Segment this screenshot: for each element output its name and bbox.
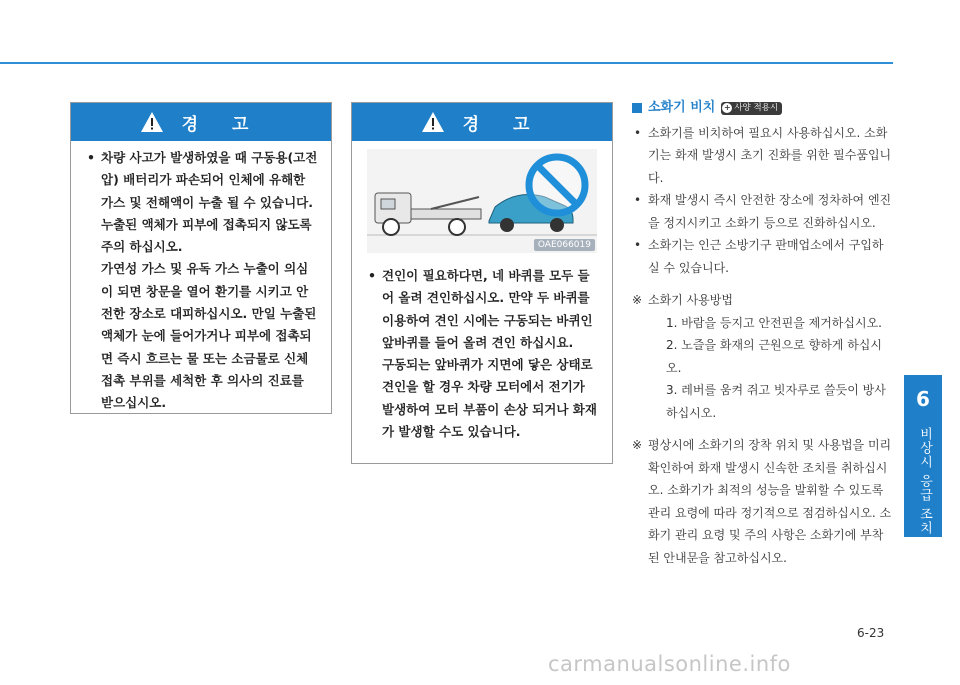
warning-title: 경 고 bbox=[462, 114, 544, 135]
warning-title: 경 고 bbox=[181, 114, 263, 135]
maintenance-note bbox=[632, 434, 894, 569]
warning-triangle-icon bbox=[421, 111, 445, 133]
warning-paragraph: 구동되는 앞바퀴가 지면에 닿은 상태로 견인을 할 경우 차량 모터에서 전기가 발생하여 모터 부품이 손상 되거나 화재가 발생할 수도 있습니다. bbox=[382, 357, 597, 440]
chapter-label: 비상시 응급 조치 bbox=[917, 427, 932, 536]
towing-illustration bbox=[367, 149, 597, 253]
section-marker-icon bbox=[632, 103, 642, 113]
list-item bbox=[632, 234, 894, 279]
bullet-dot: • bbox=[87, 150, 95, 165]
extinguisher-section bbox=[632, 97, 894, 569]
header-rule bbox=[0, 62, 893, 64]
usage-step: 2. 노즐을 화재의 근원으로 향하게 하십시오. bbox=[666, 338, 882, 375]
usage-block bbox=[632, 289, 894, 424]
image-code: OAE066019 bbox=[534, 239, 595, 251]
usage-step: 3. 레버를 움켜 쥐고 빗자루로 쓸듯이 방사하십시오. bbox=[666, 383, 886, 420]
option-badge-label: 사양 적용시 bbox=[734, 103, 779, 113]
bullet-dot: • bbox=[634, 238, 642, 252]
warning-header bbox=[352, 103, 612, 141]
list-item bbox=[632, 122, 894, 190]
warning-triangle-icon bbox=[140, 111, 164, 133]
bullet-text: 소화기는 인근 소방기구 판매업소에서 구입하실 수 있습니다. bbox=[648, 238, 884, 275]
warning-bullet bbox=[85, 147, 319, 415]
warning-bullet bbox=[366, 265, 600, 443]
section-heading bbox=[632, 97, 894, 120]
warning-header bbox=[71, 103, 331, 141]
list-item bbox=[632, 189, 894, 234]
reference-mark-icon: ※ bbox=[632, 438, 643, 452]
chapter-tab bbox=[904, 375, 942, 537]
tow-truck-prohibited-icon bbox=[367, 149, 597, 253]
note-text: 평상시에 소화기의 장착 위치 및 사용법을 미리 확인하여 화재 발생시 신속한 조치를 취하십시오. 소화기가 최적의 성능을 발휘할 수 있도록 관리 요령에 따라 정기적으로 점검하십시오. 소화기 관리 요령 및 주의 사항은 소화기에 부착된 안내문을 참고하십시오. bbox=[648, 438, 892, 565]
chapter-number: 6 bbox=[916, 387, 930, 411]
reference-mark-icon: ※ bbox=[632, 293, 643, 307]
option-icon: + bbox=[723, 103, 731, 113]
warning-paragraph: 견인이 필요하다면, 네 바퀴를 모두 들어 올려 견인하십시오. 만약 두 바퀴를 이용하여 견인 시에는 구동되는 바퀴인 앞바퀴를 들어 올려 견인 하십시요. bbox=[382, 268, 593, 350]
option-badge bbox=[721, 102, 782, 115]
bullet-text: 화재 발생시 즉시 안전한 장소에 정차하여 엔진을 정지시키고 소화기 등으로 진화하십시오. bbox=[648, 193, 892, 230]
bullet-dot: • bbox=[368, 268, 376, 283]
watermark: carmanualsonline.info bbox=[548, 652, 791, 676]
warning-paragraph: 가연성 가스 및 유독 가스 누출이 의심이 되면 창문을 열어 환기를 시키고 안전한 장소로 대피하십시오. 만일 누출된 액체가 눈에 들어가거나 피부에 접촉되면 즉시 흐르는 물 또는 소금물로 신체 접촉 부위를 세척한 후 의사의 진료를 받으십시오. bbox=[101, 261, 317, 411]
warning-paragraph: 차량 사고가 발생하였을 때 구동용(고전압) 배터리가 파손되어 인체에 유해한 가스 및 전해액이 누출 될 수 있습니다. 누출된 액체가 피부에 접촉되지 않도록 주의 하십시오. bbox=[101, 150, 318, 255]
bullet-text: 소화기를 비치하여 필요시 사용하십시오. 소화기는 화재 발생시 초기 진화를 위한 필수품입니다. bbox=[648, 125, 892, 185]
bullet-dot: • bbox=[634, 193, 642, 207]
bullet-dot: • bbox=[634, 125, 642, 140]
warning-box-battery bbox=[70, 102, 332, 414]
usage-title: 소화기 사용방법 bbox=[648, 293, 733, 307]
warning-box-towing bbox=[351, 102, 613, 464]
usage-step: 1. 바람을 등지고 안전핀을 제거하십시오. bbox=[666, 315, 882, 330]
page-number: 6-23 bbox=[857, 626, 885, 640]
section-title: 소화기 비치 bbox=[648, 100, 716, 115]
